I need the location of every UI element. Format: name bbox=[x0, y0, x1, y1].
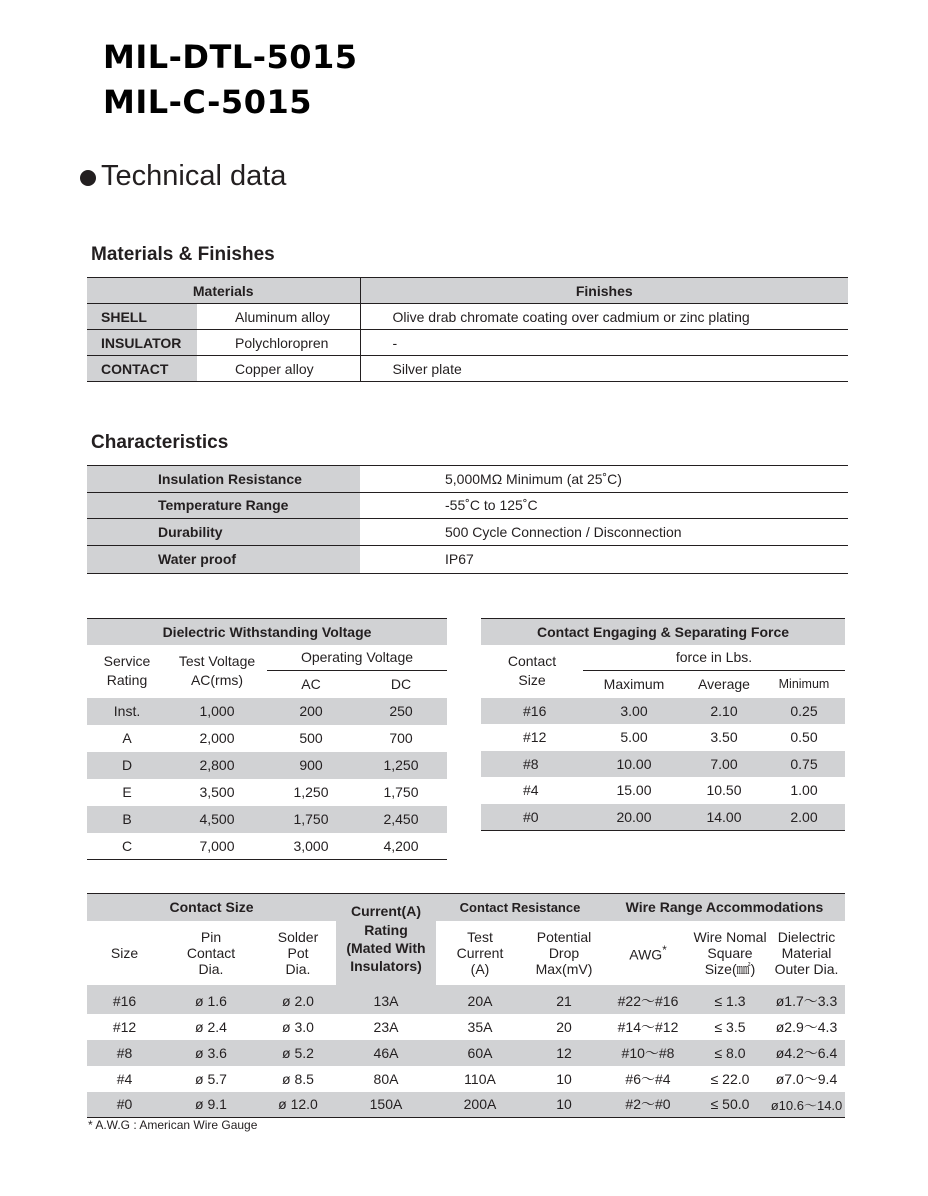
dielectric-dia-cell: ø7.0～9.4 bbox=[775, 1070, 838, 1087]
table-row bbox=[87, 752, 447, 779]
table-row bbox=[481, 804, 845, 831]
awg-cell: #14～#12 bbox=[617, 1018, 679, 1035]
table-row bbox=[481, 777, 845, 804]
size-cell: #16 bbox=[523, 702, 547, 719]
table-row bbox=[87, 698, 447, 725]
table-row bbox=[87, 1066, 845, 1092]
test-current-cell: 200A bbox=[463, 1096, 497, 1113]
part-cell: SHELL bbox=[87, 304, 197, 330]
ac-cell: 1,250 bbox=[293, 784, 329, 800]
col-header-potential-drop bbox=[524, 921, 604, 985]
dielectric-dia-cell: ø1.7～3.3 bbox=[775, 992, 838, 1009]
table-row bbox=[87, 779, 447, 806]
test-voltage-cell: 3,500 bbox=[199, 784, 235, 800]
wire-size-cell: ≤ 1.3 bbox=[714, 992, 746, 1009]
test-voltage-cell: 4,500 bbox=[199, 811, 235, 827]
avg-cell: 7.00 bbox=[710, 755, 738, 772]
solder-dia-cell: ø 8.5 bbox=[282, 1070, 314, 1087]
header-line: Dielectric bbox=[777, 928, 836, 945]
pin-dia-cell: ø 5.7 bbox=[195, 1070, 227, 1087]
avg-cell: 3.50 bbox=[710, 729, 738, 746]
characteristic-value: 500 Cycle Connection / Disconnection bbox=[445, 523, 682, 540]
contact-specs-table bbox=[87, 893, 845, 1118]
part-cell: CONTACT bbox=[87, 356, 197, 382]
current-cell: 13A bbox=[373, 992, 399, 1009]
col-header-finishes: Finishes bbox=[360, 278, 848, 304]
drop-cell: 12 bbox=[556, 1044, 572, 1061]
awg-cell: #6～#4 bbox=[625, 1070, 671, 1087]
current-cell: 23A bbox=[373, 1018, 399, 1035]
document-title-secondary: MIL-C-5015 bbox=[103, 83, 312, 121]
header-line: Max(mV) bbox=[535, 960, 593, 977]
min-cell: 0.50 bbox=[790, 729, 818, 746]
characteristic-value: -55˚C to 125˚C bbox=[445, 497, 538, 514]
materials-table bbox=[87, 277, 848, 382]
header-line: Rating bbox=[364, 921, 408, 938]
test-voltage-cell: 7,000 bbox=[199, 837, 235, 854]
col-header-maximum: Maximum bbox=[603, 676, 665, 693]
wire-size-cell: ≤ 8.0 bbox=[714, 1044, 746, 1061]
header-line: Test bbox=[467, 928, 493, 945]
test-voltage-cell: 2,800 bbox=[199, 757, 235, 773]
material-cell: Polychloropren bbox=[235, 334, 329, 351]
col-header-test-current bbox=[436, 921, 524, 985]
solder-dia-cell: ø 12.0 bbox=[278, 1096, 318, 1113]
test-current-cell: 60A bbox=[467, 1044, 493, 1061]
table-row bbox=[87, 1014, 845, 1040]
wire-size-cell: ≤ 22.0 bbox=[710, 1070, 750, 1087]
col-header-awg bbox=[604, 921, 692, 985]
header-line: Square bbox=[707, 944, 753, 961]
dielectric-dia-cell: ø2.9～4.3 bbox=[775, 1018, 838, 1035]
table-row bbox=[87, 1040, 845, 1066]
size-cell: #0 bbox=[523, 808, 539, 825]
table-row bbox=[87, 330, 848, 356]
dc-cell: 1,750 bbox=[383, 784, 419, 800]
table-row bbox=[87, 1092, 845, 1118]
ac-cell: 500 bbox=[299, 730, 323, 746]
materials-heading: Materials & Finishes bbox=[91, 244, 275, 265]
ac-cell: 1,750 bbox=[293, 811, 329, 827]
size-cell: #0 bbox=[116, 1096, 133, 1113]
header-line: Insulators) bbox=[350, 957, 422, 974]
header-line: Dia. bbox=[198, 960, 224, 977]
part-cell: INSULATOR bbox=[87, 330, 197, 356]
header-line: Contact bbox=[186, 944, 236, 961]
pin-dia-cell: ø 3.6 bbox=[195, 1044, 227, 1061]
table-header-row bbox=[87, 645, 447, 671]
drop-cell: 10 bbox=[556, 1070, 572, 1087]
table-row bbox=[87, 519, 848, 546]
pin-dia-cell: ø 1.6 bbox=[195, 992, 227, 1009]
size-cell: #12 bbox=[523, 729, 547, 746]
header-line: Dia. bbox=[285, 960, 311, 977]
table-header-row bbox=[87, 921, 845, 985]
table-row bbox=[87, 988, 845, 1014]
header-line: (A) bbox=[470, 960, 490, 977]
rating-cell: Inst. bbox=[113, 703, 141, 719]
ac-cell: 900 bbox=[299, 757, 323, 773]
size-cell: #12 bbox=[112, 1018, 137, 1035]
table-row bbox=[481, 698, 845, 725]
characteristic-label: Temperature Range bbox=[87, 492, 360, 519]
test-current-cell: 35A bbox=[467, 1018, 493, 1035]
avg-cell: 10.50 bbox=[706, 782, 742, 799]
pin-dia-cell: ø 2.4 bbox=[195, 1018, 227, 1035]
characteristics-table bbox=[87, 465, 848, 574]
min-cell: 0.25 bbox=[790, 702, 818, 719]
col-header-average: Average bbox=[698, 676, 750, 693]
table-row bbox=[87, 806, 447, 833]
header-line: Drop bbox=[548, 944, 580, 961]
col-header-force-unit: force in Lbs. bbox=[583, 645, 845, 671]
group-header-wire-range: Wire Range Accommodations bbox=[625, 899, 824, 916]
wire-size-cell: ≤ 50.0 bbox=[710, 1096, 750, 1113]
table-row bbox=[87, 356, 848, 382]
header-text: AWG bbox=[629, 946, 663, 963]
drop-cell: 21 bbox=[556, 992, 572, 1009]
test-current-cell: 20A bbox=[467, 992, 493, 1009]
material-cell: Aluminum alloy bbox=[235, 308, 330, 325]
awg-footnote: * A.W.G : American Wire Gauge bbox=[88, 1118, 258, 1132]
table-title-row bbox=[481, 619, 845, 645]
col-header-current-rating bbox=[336, 921, 436, 985]
col-header-operating-voltage: Operating Voltage bbox=[267, 645, 447, 671]
header-line: Current bbox=[456, 944, 504, 961]
max-cell: 15.00 bbox=[616, 782, 652, 799]
section-heading-technical-data bbox=[80, 160, 286, 193]
group-header-current: Current(A) bbox=[351, 902, 421, 919]
footnote-marker: * bbox=[662, 943, 667, 957]
dielectric-voltage-table bbox=[87, 618, 447, 860]
dc-cell: 1,250 bbox=[383, 757, 419, 773]
dc-cell: 250 bbox=[389, 703, 413, 719]
col-header-ac: AC bbox=[301, 676, 321, 693]
contact-force-table bbox=[481, 618, 845, 831]
section-heading-label: Technical data bbox=[101, 160, 287, 192]
dielectric-table-title: Dielectric Withstanding Voltage bbox=[162, 623, 372, 640]
group-header-contact-resistance: Contact Resistance bbox=[459, 899, 581, 915]
test-voltage-cell: 1,000 bbox=[199, 703, 235, 719]
col-header-dielectric-outer-dia bbox=[768, 921, 845, 985]
dielectric-dia-cell: ø4.2～6.4 bbox=[775, 1044, 838, 1061]
table-group-header-row bbox=[87, 894, 845, 921]
col-header-minimum: Minimum bbox=[778, 677, 830, 692]
table-row bbox=[481, 751, 845, 778]
solder-dia-cell: ø 2.0 bbox=[282, 992, 314, 1009]
avg-cell: 2.10 bbox=[710, 702, 738, 719]
header-text: Test Voltage AC(rms) bbox=[178, 653, 256, 688]
header-text: Service Rating bbox=[103, 653, 151, 688]
awg-cell: #22～#16 bbox=[617, 992, 679, 1009]
finish-cell: Silver plate bbox=[360, 356, 848, 382]
col-header-dc: DC bbox=[390, 676, 412, 693]
characteristic-value: IP67 bbox=[445, 551, 474, 567]
col-header-wire-size bbox=[692, 921, 768, 985]
current-cell: 46A bbox=[373, 1044, 399, 1061]
table-row bbox=[87, 545, 848, 573]
size-cell: #4 bbox=[523, 782, 539, 799]
awg-cell: #10～#8 bbox=[621, 1044, 675, 1061]
header-line: Material bbox=[781, 944, 832, 961]
header-line: Outer Dia. bbox=[774, 960, 839, 977]
finish-cell: - bbox=[360, 330, 848, 356]
col-header-solder-pot-dia bbox=[260, 921, 336, 985]
dielectric-dia-cell: ø10.6～14.0 bbox=[770, 1097, 843, 1113]
test-current-cell: 110A bbox=[464, 1070, 496, 1087]
material-cell: Copper alloy bbox=[235, 360, 314, 377]
max-cell: 20.00 bbox=[616, 808, 652, 825]
min-cell: 0.75 bbox=[790, 755, 818, 772]
max-cell: 3.00 bbox=[620, 702, 648, 719]
dc-cell: 700 bbox=[389, 730, 413, 746]
dc-cell: 2,450 bbox=[383, 811, 419, 827]
characteristic-label: Insulation Resistance bbox=[87, 466, 360, 493]
group-header-contact-size: Contact Size bbox=[169, 899, 254, 916]
size-cell: #16 bbox=[112, 992, 137, 1009]
min-cell: 1.00 bbox=[790, 782, 818, 799]
table-row bbox=[87, 833, 447, 860]
col-header-service-rating bbox=[87, 645, 167, 698]
rating-cell: C bbox=[121, 837, 133, 854]
pin-dia-cell: ø 9.1 bbox=[195, 1096, 227, 1113]
size-cell: #8 bbox=[116, 1044, 133, 1061]
header-line: Pot bbox=[287, 944, 309, 961]
rating-cell: A bbox=[122, 730, 132, 746]
header-line: Potential bbox=[536, 928, 592, 945]
characteristic-label: Durability bbox=[87, 519, 360, 546]
test-voltage-cell: 2,000 bbox=[199, 730, 235, 746]
drop-cell: 20 bbox=[556, 1018, 572, 1035]
col-header-materials: Materials bbox=[192, 282, 254, 299]
solder-dia-cell: ø 3.0 bbox=[282, 1018, 314, 1035]
min-cell: 2.00 bbox=[790, 808, 818, 825]
max-cell: 10.00 bbox=[616, 755, 652, 772]
size-cell: #4 bbox=[116, 1070, 133, 1087]
rating-cell: D bbox=[121, 757, 133, 773]
solder-dia-cell: ø 5.2 bbox=[282, 1044, 314, 1061]
bullet-icon bbox=[80, 170, 96, 186]
rating-cell: B bbox=[122, 811, 132, 827]
characteristic-value: 5,000MΩ Minimum (at 25˚C) bbox=[445, 470, 622, 487]
header-text: Contact Size bbox=[507, 653, 557, 688]
characteristics-heading: Characteristics bbox=[91, 432, 229, 453]
table-row bbox=[87, 725, 447, 752]
col-header-contact-size bbox=[481, 645, 583, 698]
table-row bbox=[87, 304, 848, 330]
table-title-row bbox=[87, 619, 447, 645]
dc-cell: 4,200 bbox=[383, 837, 419, 854]
avg-cell: 14.00 bbox=[706, 808, 742, 825]
drop-cell: 10 bbox=[556, 1096, 572, 1113]
awg-cell: #2～#0 bbox=[625, 1096, 671, 1113]
characteristic-label: Water proof bbox=[87, 545, 360, 573]
current-cell: 80A bbox=[373, 1070, 399, 1087]
table-header-row bbox=[481, 645, 845, 671]
table-row bbox=[87, 492, 848, 519]
col-header-pin-contact-dia bbox=[162, 921, 260, 985]
ac-cell: 3,000 bbox=[293, 837, 329, 854]
header-line: Pin bbox=[200, 928, 222, 945]
current-cell: 150A bbox=[369, 1096, 403, 1113]
size-cell: #8 bbox=[523, 755, 539, 772]
header-line: Size(㎟) bbox=[704, 960, 756, 977]
rating-cell: E bbox=[122, 784, 132, 800]
wire-size-cell: ≤ 3.5 bbox=[714, 1018, 746, 1035]
col-header-test-voltage bbox=[167, 645, 267, 698]
force-table-title: Contact Engaging & Separating Force bbox=[536, 623, 790, 640]
table-row bbox=[87, 466, 848, 493]
max-cell: 5.00 bbox=[620, 729, 648, 746]
header-line: Solder bbox=[277, 928, 319, 945]
document-title-primary: MIL-DTL-5015 bbox=[103, 38, 358, 76]
col-header-size: Size bbox=[110, 944, 139, 961]
finish-cell: Olive drab chromate coating over cadmium or zinc plating bbox=[360, 304, 848, 330]
header-line: (Mated With bbox=[346, 939, 426, 956]
table-header-row bbox=[87, 278, 848, 304]
ac-cell: 200 bbox=[299, 703, 323, 719]
header-line: Wire Nomal bbox=[693, 928, 767, 945]
table-row bbox=[481, 724, 845, 751]
